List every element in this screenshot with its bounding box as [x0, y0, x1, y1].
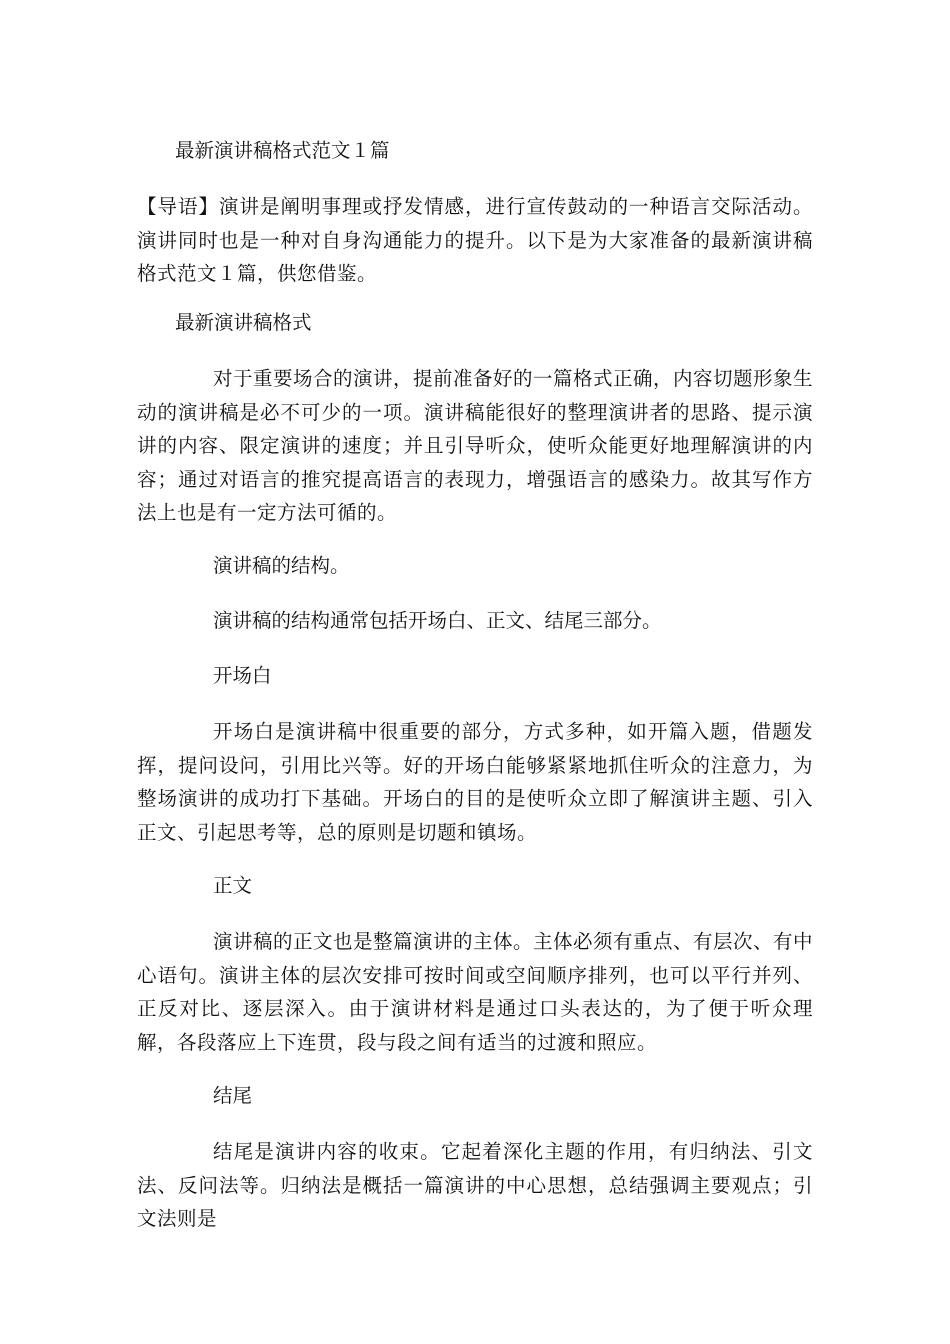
body-heading: 正文 [213, 874, 253, 897]
structure-text: 演讲稿的结构通常包括开场白、正文、结尾三部分。 [213, 609, 662, 632]
structure-heading: 演讲稿的结构。 [213, 554, 350, 577]
paragraph-purpose: 对于重要场合的演讲，提前准备好的一篇格式正确，内容切题形象生动的演讲稿是必不可少的一项。演讲稿能很好的整理演讲者的思路、提示演讲的内容、限定演讲的速度；并且引导听众，使听众能更好地理解演讲的内容；通过对语言的推究提高语言的表现力，增强语言的感染力。故其写作方法上也是有一定方法可循的。 [137, 367, 814, 524]
intro-paragraph: 【导语】演讲是阐明事理或抒发情感，进行宣传鼓动的一种语言交际活动。演讲同时也是一种对自身沟通能力的提升。以下是为大家准备的最新演讲稿格式范文１篇，供您借鉴。 [137, 195, 813, 285]
opening-heading: 开场白 [213, 664, 272, 687]
opening-paragraph: 开场白是演讲稿中很重要的部分，方式多种，如开篇入题，借题发挥，提问设问，引用比兴等。好的开场白能够紧紧地抓住听众的注意力，为整场演讲的成功打下基础。开场白的目的是使听众立即了解演讲主题、引入正文、引起思考等，总的原则是切题和镇场。 [137, 720, 813, 844]
ending-paragraph: 结尾是演讲内容的收束。它起着深化主题的作用，有归纳法、引文法、反问法等。归纳法是概括一篇演讲的中心思想，总结强调主要观点；引文法则是 [137, 1140, 813, 1230]
ending-heading: 结尾 [213, 1084, 253, 1107]
section-heading: 最新演讲稿格式 [175, 311, 312, 334]
body-paragraph: 演讲稿的正文也是整篇演讲的主体。主体必须有重点、有层次、有中心语句。演讲主体的层次安排可按时间或空间顺序排列，也可以平行并列、正反对比、逐层深入。由于演讲材料是通过口头表达的，为了便于听众理解，各段落应上下连贯，段与段之间有适当的过渡和照应。 [137, 930, 814, 1054]
document-title: 最新演讲稿格式范文１篇 [175, 139, 390, 162]
